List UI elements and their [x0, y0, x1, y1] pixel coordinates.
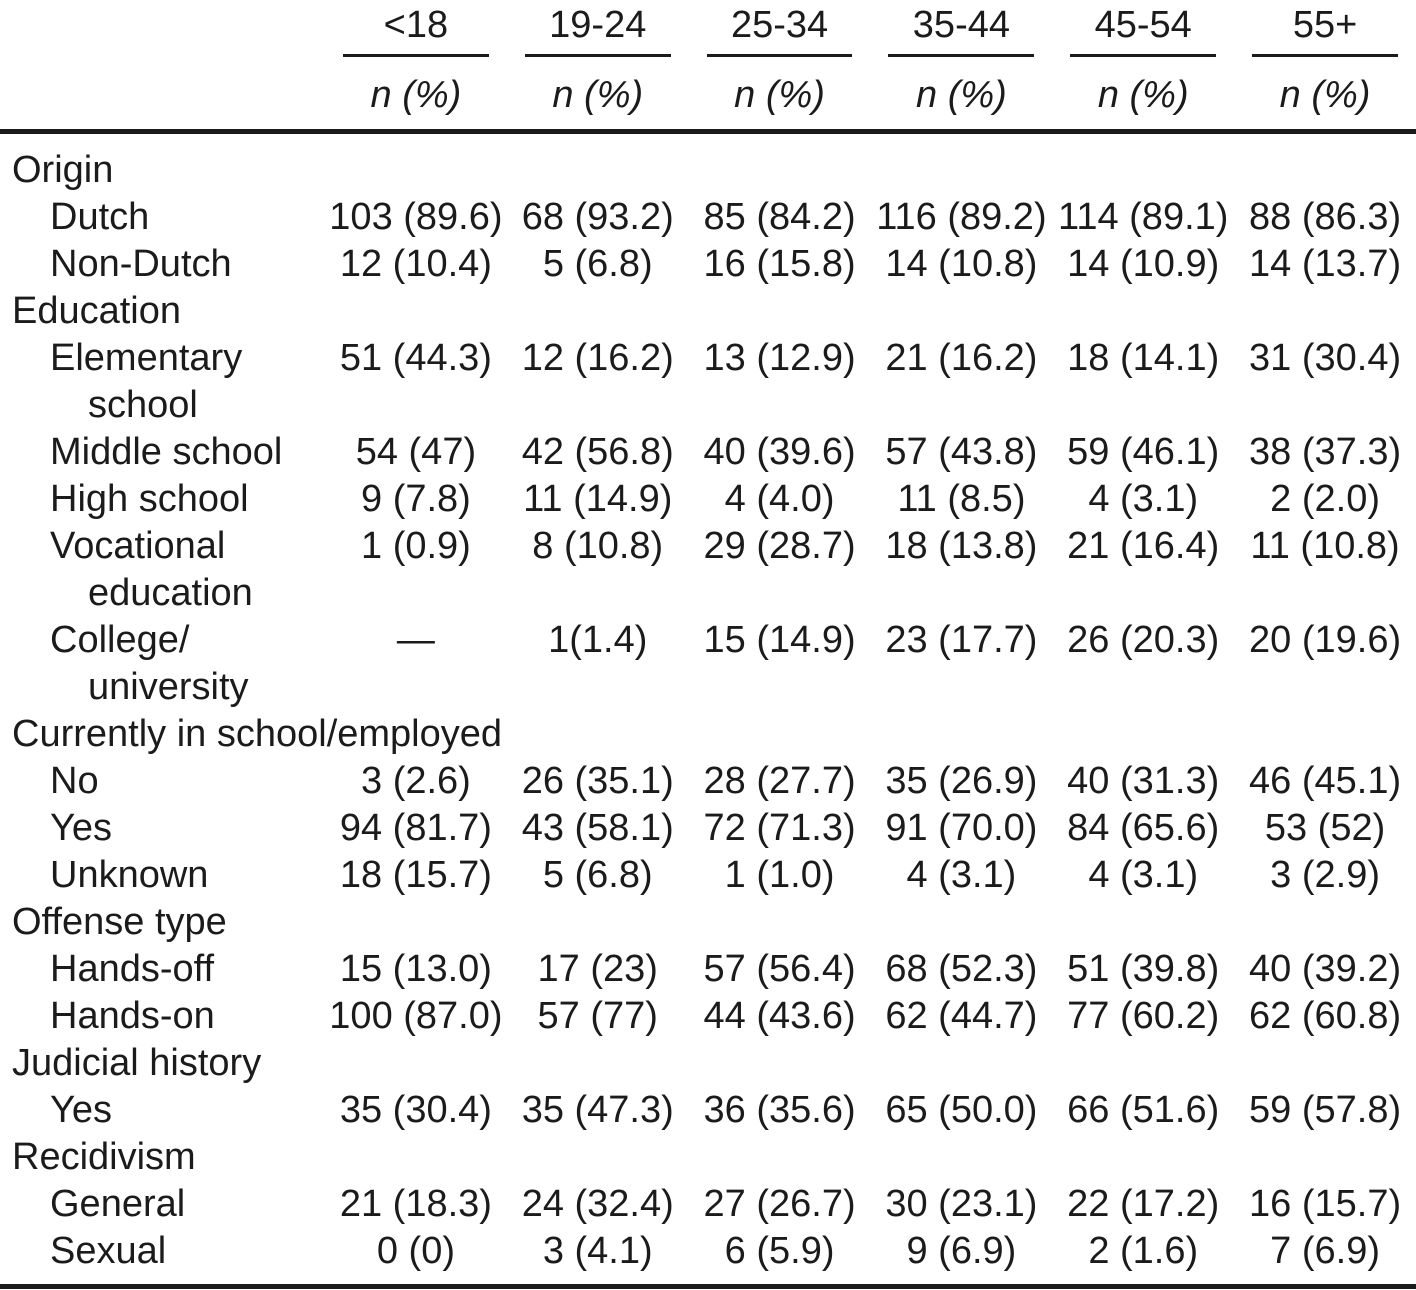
age-column-header: [1234, 0, 1416, 57]
section-row: [0, 1134, 1416, 1181]
value-cell: 21 (18.3): [339, 1183, 492, 1225]
n-percent-label: n (%): [870, 57, 1052, 132]
row-label-wrap: education: [88, 572, 253, 614]
value-cell: 68 (93.2): [521, 196, 674, 238]
value-cell: 100 (87.0): [329, 995, 503, 1037]
value-cell: 3 (4.1): [507, 1228, 689, 1287]
value-cell: 22 (17.2): [1067, 1183, 1220, 1225]
value-cell: 24 (32.4): [521, 1183, 674, 1225]
value-cell: 54 (47): [355, 431, 477, 473]
row-label: Vocational: [50, 525, 226, 567]
value-cell: 57 (56.4): [703, 948, 856, 990]
value-cell: 40 (39.2): [1249, 948, 1402, 990]
value-cell: 26 (20.3): [1067, 619, 1220, 661]
n-percent-label: n (%): [325, 57, 507, 132]
value-cell: 1 (0.9): [361, 525, 471, 567]
value-cell: 72 (71.3): [703, 807, 856, 849]
value-cell: 14 (10.9): [1067, 243, 1220, 285]
value-cell: 15 (14.9): [703, 619, 856, 661]
value-cell: 59 (46.1): [1067, 431, 1220, 473]
value-cell: 0 (0): [325, 1228, 507, 1287]
value-cell: 66 (51.6): [1067, 1089, 1220, 1131]
value-cell: 77 (60.2): [1067, 995, 1220, 1037]
value-cell: 5 (6.8): [542, 854, 653, 896]
value-cell: 3 (2.9): [1270, 854, 1380, 896]
value-cell: 11 (10.8): [1250, 525, 1400, 567]
table-row: [0, 805, 1416, 852]
value-cell: 14 (13.7): [1249, 243, 1402, 285]
value-cell: 26 (35.1): [521, 760, 674, 802]
age-column-label: <18: [343, 2, 489, 57]
row-label: Yes: [50, 807, 112, 849]
value-cell: 2 (2.0): [1270, 478, 1380, 520]
value-cell: 14 (10.8): [885, 243, 1038, 285]
value-cell: 21 (16.2): [885, 337, 1038, 379]
value-cell: 57 (43.8): [885, 431, 1038, 473]
value-cell: 94 (81.7): [339, 807, 492, 849]
table-row: [0, 194, 1416, 241]
value-cell: 11 (8.5): [897, 478, 1026, 520]
table-row: [0, 1087, 1416, 1134]
n-percent-label: n (%): [507, 57, 689, 132]
value-cell: 88 (86.3): [1249, 196, 1402, 238]
table-row: [0, 946, 1416, 993]
age-column-label: 25-34: [707, 2, 853, 57]
value-cell: 16 (15.7): [1249, 1183, 1402, 1225]
value-cell: 23 (17.7): [885, 619, 1038, 661]
row-label-cell: [0, 476, 325, 523]
value-cell: 15 (13.0): [339, 948, 492, 990]
section-row: [0, 899, 1416, 946]
value-cell: 20 (19.6): [1249, 619, 1402, 661]
n-percent-label: n (%): [1234, 57, 1416, 132]
row-label: Yes: [50, 1089, 112, 1131]
section-title: Recidivism: [12, 1136, 196, 1178]
value-cell: 46 (45.1): [1249, 760, 1402, 802]
row-label: Unknown: [50, 854, 209, 896]
value-cell: 38 (37.3): [1249, 431, 1402, 473]
value-cell: 43 (58.1): [521, 807, 674, 849]
row-label: Non-Dutch: [50, 243, 232, 285]
age-column-header: [870, 0, 1052, 57]
table-row: [0, 476, 1416, 523]
value-cell: 12 (16.2): [521, 337, 674, 379]
value-cell: 59 (57.8): [1249, 1089, 1402, 1131]
value-cell: 40 (31.3): [1067, 760, 1220, 802]
value-cell: 2 (1.6): [1052, 1228, 1234, 1287]
value-cell: 4 (3.1): [1088, 854, 1199, 896]
value-cell: 51 (44.3): [339, 337, 492, 379]
value-cell: 3 (2.6): [361, 760, 471, 802]
row-label-cell: [0, 335, 325, 429]
section-row: [0, 132, 1416, 195]
value-cell: 13 (12.9): [703, 337, 856, 379]
table-row: [0, 852, 1416, 899]
value-cell: 53 (52): [1264, 807, 1386, 849]
value-cell: 116 (89.2): [876, 196, 1047, 238]
value-cell: 1(1.4): [548, 619, 648, 661]
age-header-row: [0, 0, 1416, 57]
value-cell: 7 (6.9): [1234, 1228, 1416, 1287]
row-label-cell: [0, 758, 325, 805]
value-cell: 4 (3.1): [1088, 478, 1199, 520]
age-column-header: [1052, 0, 1234, 57]
corner-cell: [0, 0, 325, 57]
value-cell: 9 (7.8): [361, 478, 471, 520]
table-header: [0, 0, 1416, 132]
table-row: [0, 241, 1416, 288]
age-column-header: [507, 0, 689, 57]
section-row: [0, 1040, 1416, 1087]
row-label: General: [50, 1183, 186, 1225]
n-percent-label: n (%): [1052, 57, 1234, 132]
table-row: [0, 335, 1416, 429]
subheader-row: [0, 57, 1416, 132]
table-row: [0, 1228, 1416, 1287]
value-cell: 35 (47.3): [521, 1089, 674, 1131]
value-cell: 18 (14.1): [1067, 337, 1220, 379]
row-label-cell: [0, 194, 325, 241]
row-label: Middle school: [50, 431, 283, 473]
age-column-label: 19-24: [525, 2, 671, 57]
row-label-wrap: university: [88, 666, 249, 708]
value-cell: 21 (16.4): [1067, 525, 1220, 567]
value-cell: 4 (3.1): [906, 854, 1017, 896]
section-title: Origin: [12, 149, 114, 191]
row-label-cell: [0, 805, 325, 852]
row-label-wrap: school: [88, 384, 198, 426]
section-title: Education: [12, 290, 182, 332]
value-cell: 40 (39.6): [703, 431, 856, 473]
section-title: Currently in school/employed: [12, 713, 503, 755]
value-cell: 36 (35.6): [703, 1089, 856, 1131]
table-row: [0, 429, 1416, 476]
age-column-label: 45-54: [1070, 2, 1216, 57]
row-label-cell: [0, 241, 325, 288]
value-cell: 5 (6.8): [542, 243, 653, 285]
row-label-cell: [0, 429, 325, 476]
row-label: College/: [50, 619, 190, 661]
value-cell: 65 (50.0): [885, 1089, 1038, 1131]
value-cell: —: [396, 619, 435, 661]
table-row: [0, 758, 1416, 805]
table-row: [0, 523, 1416, 617]
age-column-header: [325, 0, 507, 57]
row-label: Sexual: [50, 1230, 167, 1272]
row-label-cell: [0, 993, 325, 1040]
value-cell: 42 (56.8): [521, 431, 674, 473]
value-cell: 85 (84.2): [703, 196, 856, 238]
value-cell: 4 (4.0): [724, 478, 835, 520]
row-label-cell: [0, 1228, 325, 1287]
value-cell: 35 (26.9): [885, 760, 1038, 802]
value-cell: 16 (15.8): [703, 243, 856, 285]
value-cell: 30 (23.1): [885, 1183, 1038, 1225]
value-cell: 1 (1.0): [724, 854, 835, 896]
row-label: Elementary: [50, 337, 243, 379]
value-cell: 11 (14.9): [523, 478, 673, 520]
section-title: Offense type: [12, 901, 227, 943]
row-label: Hands-on: [50, 995, 215, 1037]
section-row: [0, 711, 1416, 758]
value-cell: 8 (10.8): [532, 525, 664, 567]
value-cell: 12 (10.4): [339, 243, 492, 285]
table-row: [0, 617, 1416, 711]
n-percent-label: n (%): [689, 57, 871, 132]
section-row: [0, 288, 1416, 335]
row-label: No: [50, 760, 99, 802]
value-cell: 6 (5.9): [689, 1228, 871, 1287]
row-label: Dutch: [50, 196, 150, 238]
row-label-cell: [0, 946, 325, 993]
value-cell: 35 (30.4): [339, 1089, 492, 1131]
value-cell: 44 (43.6): [703, 995, 856, 1037]
value-cell: 31 (30.4): [1249, 337, 1402, 379]
age-column-label: 35-44: [888, 2, 1034, 57]
row-label: Hands-off: [50, 948, 215, 990]
row-label-cell: [0, 617, 325, 711]
row-label-cell: [0, 1087, 325, 1134]
value-cell: 114 (89.1): [1058, 196, 1229, 238]
value-cell: 27 (26.7): [703, 1183, 856, 1225]
value-cell: 91 (70.0): [885, 807, 1038, 849]
value-cell: 18 (15.7): [339, 854, 492, 896]
age-column-label: 55+: [1252, 2, 1398, 57]
row-label-cell: [0, 852, 325, 899]
value-cell: 62 (44.7): [885, 995, 1038, 1037]
table-body: [0, 132, 1416, 1287]
value-cell: 62 (60.8): [1249, 995, 1402, 1037]
value-cell: 9 (6.9): [870, 1228, 1052, 1287]
value-cell: 84 (65.6): [1067, 807, 1220, 849]
table-row: [0, 993, 1416, 1040]
value-cell: 17 (23): [537, 948, 658, 990]
age-column-header: [689, 0, 871, 57]
row-label-cell: [0, 523, 325, 617]
corner-cell: [0, 57, 325, 132]
value-cell: 29 (28.7): [703, 525, 856, 567]
section-title: Judicial history: [12, 1042, 262, 1084]
table-row: [0, 1181, 1416, 1228]
row-label-cell: [0, 1181, 325, 1228]
value-cell: 103 (89.6): [329, 196, 503, 238]
value-cell: 51 (39.8): [1067, 948, 1220, 990]
value-cell: 57 (77): [537, 995, 658, 1037]
value-cell: 28 (27.7): [703, 760, 856, 802]
row-label: High school: [50, 478, 249, 520]
value-cell: 68 (52.3): [885, 948, 1038, 990]
value-cell: 18 (13.8): [885, 525, 1038, 567]
